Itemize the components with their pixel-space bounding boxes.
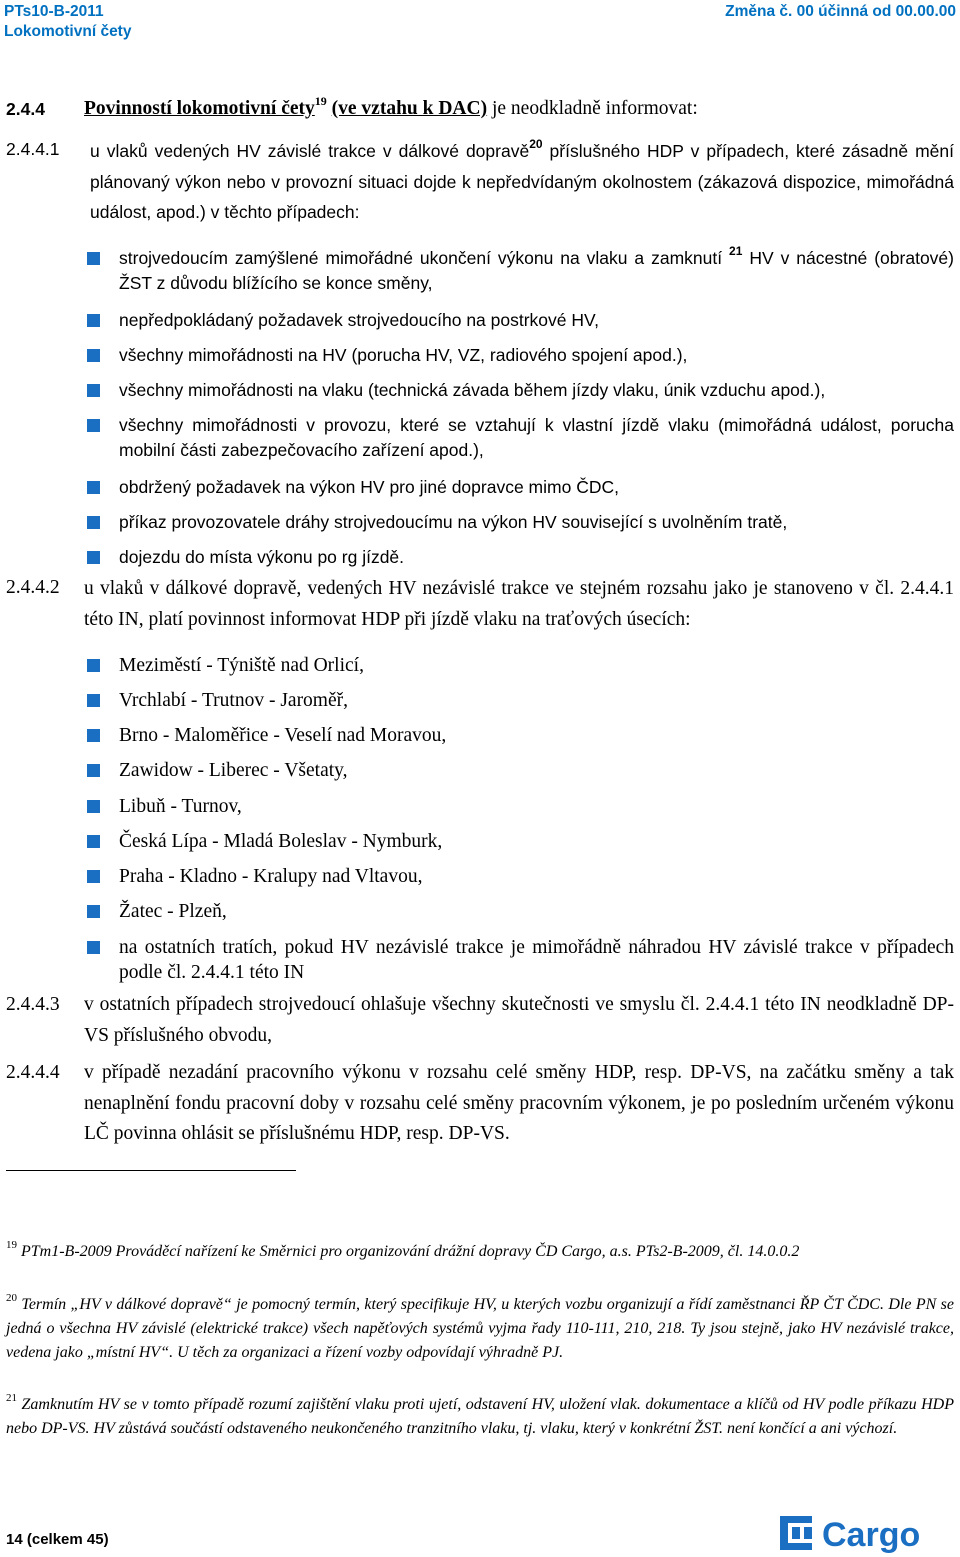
paragraph-number: 2.4.4.2	[6, 577, 60, 598]
list-item: na ostatních tratích, pokud HV nezávislé trakce je mimořádně náhradou HV závislé trakce v případech podle čl. 2.4.4.1 této IN	[87, 935, 954, 985]
footnote-ref-19[interactable]: 19	[314, 94, 327, 108]
document-header-left	[4, 2, 131, 42]
paragraph-text: u vlaků v dálkové dopravě, vedených HV nezávislé trakce ve stejném rozsahu jako je stanoveno v čl. 2.4.4.1 této IN, platí povinnost informovat HDP při jízdě vlaku na traťových úsecích:	[84, 578, 954, 630]
list-item: Vrchlabí - Trutnov - Jaroměř,	[87, 688, 954, 713]
footnote-ref-20[interactable]: 20	[529, 137, 543, 151]
list-item: všechny mimořádnosti na vlaku (technická závada během jízdy vlaku, únik vzduchu apod.),	[87, 378, 954, 403]
document-change-note: Změna č. 00 účinná od 00.00.00	[725, 3, 956, 20]
paragraph-number: 2.4.4.4	[6, 1062, 60, 1083]
paragraph-2-4-4-4: v případě nezadání pracovního výkonu v rozsahu celé směny HDP, resp. DP-VS, na začátku směny a tak nenaplnění fondu pracovní doby v rozsahu celé směny pracovním výkonem, je po posledním určeném výkonu LČ povinna ohlásit se příslušnému HDP, resp. DP-VS.	[84, 1062, 954, 1144]
page-number: 14 (celkem 45)	[6, 1531, 109, 1548]
cd-cargo-logo	[778, 1512, 954, 1554]
list-item: obdržený požadavek na výkon HV pro jiné dopravce mimo ČDC,	[87, 475, 954, 500]
list-item: všechny mimořádnosti v provozu, které se vztahují k vlastní jízdě vlaku (mimořádná událost, porucha mobilní části zabezpečovacího zařízení apod.),	[87, 413, 954, 463]
footnote-separator	[6, 1170, 296, 1171]
paragraph-2-4-4-3: v ostatních případech strojvedoucí ohlašuje všechny skutečnosti ve smyslu čl. 2.4.4.1 této IN neodkladně DP-VS příslušného obvodu,	[84, 994, 954, 1046]
section-number: 2.4.4	[6, 99, 45, 119]
list-item: Praha - Kladno - Kralupy nad Vltavou,	[87, 864, 954, 889]
list-item: všechny mimořádnosti na HV (porucha HV, VZ, radiového spojení apod.),	[87, 343, 954, 368]
cd-logo-icon	[780, 1516, 812, 1550]
footnote-20	[6, 1293, 954, 1365]
footnote-text: PTm1-B-2009 Prováděcí nařízení ke Směrnici pro organizování drážní dopravy ČD Cargo, a.s. PTs2-B-2009, čl. 14.0.0.2	[21, 1243, 800, 1260]
logo-text: Cargo	[822, 1516, 921, 1554]
footnote-ref-21[interactable]: 21	[729, 244, 743, 258]
document-id: PTs10-B-2011	[4, 3, 104, 20]
list-item: Zawidow - Liberec - Všetaty,	[87, 758, 954, 783]
list-item: strojvedoucím zamýšlené mimořádné ukončení výkonu na vlaku a zamknutí $^{21}$ HV v nácestné (obratové) ŽST z důvodu blížícího se konce směny,	[87, 246, 954, 296]
list-item: příkaz provozovatele dráhy strojvedoucímu na výkon HV související s uvolněním tratě,	[87, 510, 954, 535]
list-item: Meziměstí - Týniště nad Orlicí,	[87, 653, 954, 678]
paragraph-2-4-4-2	[84, 574, 954, 635]
footnote-text: Termín „HV v dálkové dopravě“ je pomocný termín, který specifikuje HV, u kterých vozbu organizují a řídí zaměstnanci ŘP ČT ČDC. Dle PN se jedná o všechna HV závislé (elektrické trakce) všech napěťových systémů vyjma řady 110-111, 210, 218. Ty jsou stejně, jako HV nezávislé trakce, vedena jako „místní HV“. U těch za organizaci a řízení vozby odpovídají výhradně PJ.	[6, 1296, 954, 1361]
list-item: Česká Lípa - Mladá Boleslav - Nymburk,	[87, 829, 954, 854]
footnote-19	[6, 1240, 954, 1264]
footnote-21	[6, 1393, 954, 1441]
footnote-text: Zamknutím HV se v tomto případě rozumí zajištění vlaku proti ujetí, odstavení HV, uložení vlak. dokumentace a klíčů od HV podle příkazu HDP nebo DP-VS. HV zůstává součástí odstaveného neukončeného tranzitního vlaku, tj. vlaku, který v konkrétní ŽST. není končící a ani výchozí.	[6, 1396, 954, 1437]
paragraph-text: příslušného HDP v případech, které zásadně mění plánovaný výkon nebo v provozní situaci dojde k nepředvídaným okolnostem (zákazová dispozice, mimořádná událost, apod.) v těchto případech:	[90, 141, 954, 222]
paragraph-text: u vlaků vedených HV závislé trakce v dálkové dopravě	[90, 141, 530, 161]
list-item: dojezdu do místa výkonu po rg jízdě.	[87, 545, 954, 570]
document-name: Lokomotivní čety	[4, 23, 132, 40]
list-item: Žatec - Plzeň,	[87, 899, 954, 924]
list-item: Brno - Maloměřice - Veselí nad Moravou,	[87, 723, 954, 748]
paragraph-2-4-4-1	[90, 136, 954, 228]
section-title-main: Povinností lokomotivní čety	[84, 98, 315, 119]
footnote-number: 21	[6, 1392, 17, 1404]
footnote-number: 20	[6, 1292, 17, 1304]
section-title-rest: je neodkladně informovat:	[487, 98, 698, 119]
paragraph-number: 2.4.4.3	[6, 994, 60, 1015]
section-title	[84, 94, 698, 120]
list-item: nepředpokládaný požadavek strojvedoucího na postrkové HV,	[87, 308, 954, 333]
section-title-paren: (ve vztahu k DAC)	[331, 98, 488, 119]
footnote-number: 19	[6, 1239, 17, 1251]
paragraph-number: 2.4.4.1	[6, 139, 60, 159]
list-item: Libuň - Turnov,	[87, 794, 954, 819]
